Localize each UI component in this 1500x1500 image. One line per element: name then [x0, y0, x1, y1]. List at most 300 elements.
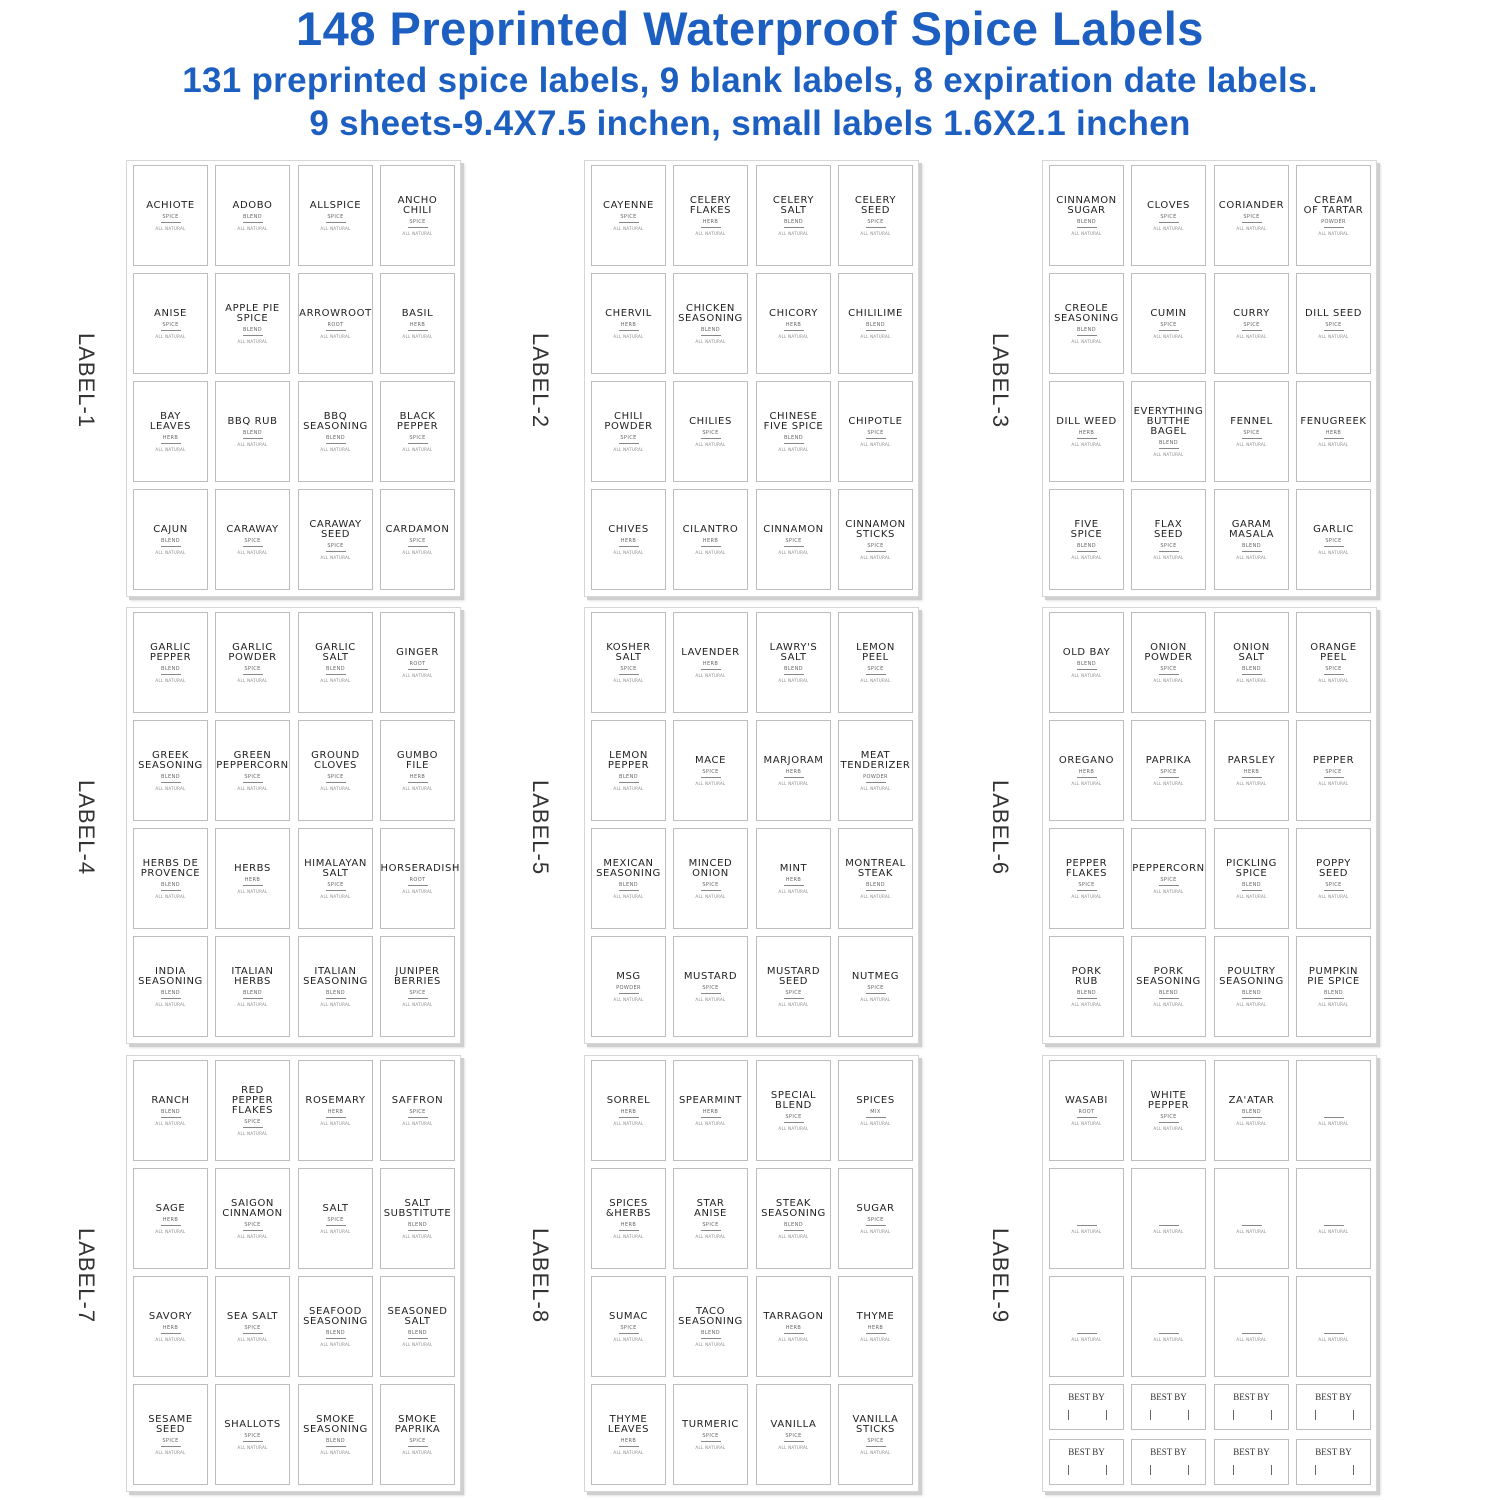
- divider-line: [408, 1230, 428, 1231]
- sheet-label: LABEL-1: [74, 333, 99, 429]
- spice-label: [1214, 165, 1289, 266]
- spice-type: SPICE: [1243, 213, 1260, 220]
- all-natural-text: ALL NATURAL: [1153, 888, 1184, 894]
- all-natural-text: ALL NATURAL: [402, 1001, 433, 1007]
- all-natural-text: ALL NATURAL: [402, 672, 433, 678]
- spice-type: SPICE: [327, 881, 344, 888]
- spice-label: [298, 381, 373, 482]
- divider-line: [326, 674, 346, 675]
- spice-label: [673, 165, 748, 266]
- spice-name: OREGANO: [1058, 754, 1115, 766]
- spice-label: [673, 273, 748, 374]
- sheet-label: LABEL-2: [528, 333, 553, 429]
- spice-name: MUSTARD SEED: [766, 965, 821, 987]
- all-natural-text: ALL NATURAL: [860, 996, 891, 1002]
- spice-name: SAGE: [155, 1202, 186, 1214]
- divider-line: [784, 998, 804, 999]
- spice-label: [215, 381, 290, 482]
- all-natural-text: ALL NATURAL: [613, 549, 644, 555]
- spice-type: HERB: [785, 768, 802, 775]
- divider-line: [1324, 330, 1344, 331]
- all-natural-text: ALL NATURAL: [695, 780, 726, 786]
- divider-line: [701, 669, 721, 670]
- best-by-label: [1214, 1439, 1289, 1485]
- spice-type: POWDER: [1321, 218, 1346, 225]
- spice-type: SPICE: [1160, 665, 1177, 672]
- spice-type: HERB: [1243, 768, 1260, 775]
- best-by-text: BEST BY: [1233, 1447, 1270, 1457]
- all-natural-text: ALL NATURAL: [695, 1120, 726, 1126]
- spice-label: [838, 273, 913, 374]
- spice-type: BLEND: [1242, 989, 1261, 996]
- all-natural-text: ALL NATURAL: [778, 888, 809, 894]
- all-natural-text: ALL NATURAL: [1236, 333, 1267, 339]
- spice-name: SEA SALT: [226, 1310, 279, 1322]
- label-sheet: [126, 160, 461, 597]
- spice-label: [298, 828, 373, 929]
- spice-label: [1049, 720, 1124, 821]
- all-natural-text: ALL NATURAL: [1236, 1001, 1267, 1007]
- spice-label: [1214, 489, 1289, 590]
- spice-type: SPICE: [785, 537, 802, 544]
- spice-type: SPICE: [244, 1432, 261, 1439]
- spice-name: LAWRY'S SALT: [769, 641, 818, 663]
- date-write-slot: [1315, 1410, 1354, 1420]
- all-natural-text: ALL NATURAL: [237, 441, 268, 447]
- spice-type: SPICE: [867, 984, 884, 991]
- spice-name: MINT: [779, 862, 808, 874]
- spice-type: BLEND: [243, 213, 262, 220]
- spice-name: SPEARMINT: [678, 1094, 743, 1106]
- spice-type: SPICE: [1243, 429, 1260, 436]
- spice-label: [1214, 1168, 1289, 1269]
- divider-line: [408, 669, 428, 670]
- spice-name: TACO SEASONING: [678, 1305, 743, 1327]
- spice-label: [380, 381, 455, 482]
- divider-line: [1077, 335, 1097, 336]
- spice-type: SPICE: [1160, 542, 1177, 549]
- spice-name: FIVE SPICE: [1070, 518, 1103, 540]
- spice-name: GARLIC: [1313, 523, 1354, 535]
- label-sheet: [1042, 160, 1377, 597]
- spice-name: GARAM MASALA: [1228, 518, 1275, 540]
- spice-label: [1049, 273, 1124, 374]
- all-natural-text: ALL NATURAL: [155, 225, 186, 231]
- divider-line: [1159, 1122, 1179, 1123]
- spice-type: BLEND: [161, 665, 180, 672]
- divider-line: [1242, 222, 1262, 223]
- divider-line: [1324, 674, 1344, 675]
- all-natural-text: ALL NATURAL: [1236, 893, 1267, 899]
- spice-label: [756, 165, 831, 266]
- spice-name: TARRAGON: [763, 1310, 824, 1322]
- spice-type: HERB: [620, 537, 637, 544]
- divider-line: [326, 890, 346, 891]
- all-natural-text: ALL NATURAL: [695, 549, 726, 555]
- best-by-text: BEST BY: [1315, 1447, 1352, 1457]
- spice-label: [298, 936, 373, 1037]
- spice-type: SPICE: [620, 434, 637, 441]
- spice-type: SPICE: [1325, 768, 1342, 775]
- page-title: 148 Preprinted Waterproof Spice Labels: [296, 2, 1204, 55]
- spice-type: BLEND: [866, 321, 885, 328]
- spice-name: ITALIAN SEASONING: [303, 965, 368, 987]
- spice-name: VANILLA: [770, 1418, 817, 1430]
- all-natural-text: ALL NATURAL: [155, 893, 186, 899]
- divider-line: [1159, 885, 1179, 886]
- divider-line: [1159, 674, 1179, 675]
- spice-type: BLEND: [701, 326, 720, 333]
- divider-line: [1242, 777, 1262, 778]
- spice-label: [380, 936, 455, 1037]
- spice-name: CARAWAY SEED: [309, 518, 362, 540]
- all-natural-text: ALL NATURAL: [1153, 1336, 1184, 1342]
- divider-line: [1159, 1333, 1179, 1334]
- spice-label: [380, 165, 455, 266]
- all-natural-text: ALL NATURAL: [860, 230, 891, 236]
- spice-name: CUMIN: [1150, 307, 1187, 319]
- spice-label: [1296, 165, 1371, 266]
- spice-label: [1296, 381, 1371, 482]
- divider-line: [243, 674, 263, 675]
- all-natural-text: ALL NATURAL: [320, 1449, 351, 1455]
- best-by-label: [1049, 1384, 1124, 1430]
- divider-line: [1077, 777, 1097, 778]
- divider-line: [161, 998, 181, 999]
- all-natural-text: ALL NATURAL: [1318, 1228, 1349, 1234]
- spice-type: HERB: [867, 1324, 884, 1331]
- divider-line: [408, 1338, 428, 1339]
- spice-label: [133, 381, 208, 482]
- spice-name: PORK RUB: [1071, 965, 1102, 987]
- all-natural-text: ALL NATURAL: [695, 230, 726, 236]
- spice-label: [1214, 612, 1289, 713]
- all-natural-text: ALL NATURAL: [402, 888, 433, 894]
- all-natural-text: ALL NATURAL: [320, 1228, 351, 1234]
- divider-line: [1324, 998, 1344, 999]
- spice-label: [133, 612, 208, 713]
- divider-line: [784, 1333, 804, 1334]
- divider-line: [784, 1230, 804, 1231]
- spice-label: [380, 1384, 455, 1485]
- spice-label: [673, 612, 748, 713]
- divider-line: [1324, 890, 1344, 891]
- spice-name: STEAK SEASONING: [761, 1197, 826, 1219]
- spice-type: BLEND: [784, 665, 803, 672]
- spice-label: [838, 1384, 913, 1485]
- divider-line: [1242, 1225, 1262, 1226]
- divider-line: [161, 890, 181, 891]
- all-natural-text: ALL NATURAL: [1153, 225, 1184, 231]
- spice-type: BLEND: [619, 773, 638, 780]
- spice-type: BLEND: [1077, 542, 1096, 549]
- all-natural-text: ALL NATURAL: [402, 1120, 433, 1126]
- divider-line: [619, 443, 639, 444]
- all-natural-text: ALL NATURAL: [237, 677, 268, 683]
- spice-type: BLEND: [408, 1221, 427, 1228]
- all-natural-text: ALL NATURAL: [778, 1001, 809, 1007]
- spice-type: BLEND: [1077, 989, 1096, 996]
- all-natural-text: ALL NATURAL: [860, 333, 891, 339]
- divider-line: [1077, 1333, 1097, 1334]
- spice-name: MEXICAN SEASONING: [596, 857, 661, 879]
- spice-name: SEASONED SALT: [387, 1305, 448, 1327]
- spice-type: BLEND: [326, 665, 345, 672]
- all-natural-text: ALL NATURAL: [1236, 1120, 1267, 1126]
- divider-line: [326, 222, 346, 223]
- spice-label: [591, 828, 666, 929]
- spice-label: [133, 936, 208, 1037]
- all-natural-text: ALL NATURAL: [320, 446, 351, 452]
- spice-type: BLEND: [866, 881, 885, 888]
- spice-type: HERB: [162, 1324, 179, 1331]
- divider-line: [866, 782, 886, 783]
- spice-name: SHALLOTS: [224, 1418, 281, 1430]
- spice-label: [133, 1168, 208, 1269]
- spice-name: ALLSPICE: [309, 199, 362, 211]
- divider-line: [161, 1446, 181, 1447]
- divider-line: [701, 227, 721, 228]
- divider-line: [1324, 1333, 1344, 1334]
- spice-name: CHILILIME: [848, 307, 903, 319]
- all-natural-text: ALL NATURAL: [1236, 225, 1267, 231]
- spice-name: RED PEPPER FLAKES: [231, 1084, 274, 1116]
- spice-name: SUMAC: [609, 1310, 648, 1322]
- all-natural-text: ALL NATURAL: [1318, 549, 1349, 555]
- spice-name: ITALIAN HERBS: [231, 965, 274, 987]
- spice-label: [1214, 936, 1289, 1037]
- divider-line: [1324, 227, 1344, 228]
- spice-label: [1214, 381, 1289, 482]
- all-natural-text: ALL NATURAL: [1153, 677, 1184, 683]
- best-by-label: [1296, 1439, 1371, 1485]
- divider-line: [326, 551, 346, 552]
- divider-line: [1242, 330, 1262, 331]
- spice-name: CHINESE FIVE SPICE: [763, 410, 824, 432]
- divider-line: [701, 438, 721, 439]
- divider-line: [1077, 669, 1097, 670]
- all-natural-text: ALL NATURAL: [237, 338, 268, 344]
- divider-line: [784, 777, 804, 778]
- best-by-label: [1296, 1384, 1371, 1430]
- spice-label: [1131, 1276, 1206, 1377]
- spice-type: SPICE: [785, 1432, 802, 1439]
- spice-label: [380, 828, 461, 929]
- divider-line: [408, 998, 428, 999]
- spice-name: KOSHER SALT: [606, 641, 651, 663]
- spice-type: BLEND: [619, 881, 638, 888]
- spice-label: [838, 828, 913, 929]
- spice-name: HIMALAYAN SALT: [304, 857, 367, 879]
- all-natural-text: ALL NATURAL: [860, 1120, 891, 1126]
- sheet-label: LABEL-7: [74, 1228, 99, 1324]
- all-natural-text: ALL NATURAL: [778, 1336, 809, 1342]
- all-natural-text: ALL NATURAL: [613, 446, 644, 452]
- spice-type: BLEND: [1077, 218, 1096, 225]
- spice-type: HERB: [620, 1108, 637, 1115]
- divider-line: [326, 782, 346, 783]
- divider-line: [1242, 674, 1262, 675]
- all-natural-text: ALL NATURAL: [237, 1130, 268, 1136]
- date-write-slot: [1233, 1410, 1272, 1420]
- spice-type: SPICE: [620, 665, 637, 672]
- spice-type: SPICE: [702, 984, 719, 991]
- spice-label: [838, 1276, 913, 1377]
- spice-label: [215, 936, 290, 1037]
- spice-label: [1296, 1060, 1371, 1161]
- spice-name: PEPPER FLAKES: [1065, 857, 1108, 879]
- spice-type: BLEND: [243, 326, 262, 333]
- spice-type: ROOT: [409, 660, 426, 667]
- spice-name: SPICES: [856, 1094, 895, 1106]
- divider-line: [326, 443, 346, 444]
- spice-label: [215, 1168, 290, 1269]
- spice-label: [1214, 1060, 1289, 1161]
- spice-name: MONTREAL STEAK: [845, 857, 906, 879]
- divider-line: [161, 546, 181, 547]
- all-natural-text: ALL NATURAL: [613, 893, 644, 899]
- spice-type: SPICE: [409, 1437, 426, 1444]
- spice-name: STAR ANISE: [694, 1197, 727, 1219]
- spice-name: ADOBO: [232, 199, 273, 211]
- spice-name: CHILIES: [689, 415, 732, 427]
- all-natural-text: ALL NATURAL: [320, 677, 351, 683]
- divider-line: [784, 330, 804, 331]
- spice-type: HERB: [620, 1437, 637, 1444]
- spice-label: [1296, 612, 1371, 713]
- divider-line: [161, 330, 181, 331]
- spice-name: GARLIC POWDER: [228, 641, 277, 663]
- spice-type: POWDER: [863, 773, 888, 780]
- all-natural-text: ALL NATURAL: [1318, 1336, 1349, 1342]
- spice-type: BLEND: [326, 1329, 345, 1336]
- spice-name: MINCED ONION: [688, 857, 733, 879]
- divider-line: [1242, 1117, 1262, 1118]
- divider-line: [784, 1122, 804, 1123]
- all-natural-text: ALL NATURAL: [320, 785, 351, 791]
- spice-name: SAFFRON: [391, 1094, 444, 1106]
- spice-name: POPPY SEED: [1316, 857, 1351, 879]
- all-natural-text: ALL NATURAL: [860, 893, 891, 899]
- spice-name: MARJORAM: [763, 754, 824, 766]
- spice-name: JUNIPER BERRIES: [394, 965, 441, 987]
- all-natural-text: ALL NATURAL: [695, 672, 726, 678]
- all-natural-text: ALL NATURAL: [402, 333, 433, 339]
- all-natural-text: ALL NATURAL: [778, 1233, 809, 1239]
- all-natural-text: ALL NATURAL: [860, 1449, 891, 1455]
- divider-line: [1242, 438, 1262, 439]
- spice-label: [298, 489, 373, 590]
- spice-name: SAVORY: [148, 1310, 193, 1322]
- all-natural-text: ALL NATURAL: [402, 1233, 433, 1239]
- spice-label: [380, 720, 455, 821]
- spice-name: GUMBO FILE: [396, 749, 439, 771]
- spice-label: [838, 165, 913, 266]
- spice-label: [756, 828, 831, 929]
- spice-name: CORIANDER: [1218, 199, 1285, 211]
- spice-type: BLEND: [161, 989, 180, 996]
- all-natural-text: ALL NATURAL: [1318, 1120, 1349, 1126]
- divider-line: [161, 222, 181, 223]
- spice-type: POWDER: [616, 984, 641, 991]
- spice-name: ACHIOTE: [146, 199, 195, 211]
- spice-type: BLEND: [1324, 989, 1343, 996]
- all-natural-text: ALL NATURAL: [1318, 893, 1349, 899]
- spice-label: [298, 1168, 373, 1269]
- spice-type: SPICE: [867, 542, 884, 549]
- all-natural-text: ALL NATURAL: [155, 1001, 186, 1007]
- spice-name: MACE: [695, 754, 726, 766]
- spice-label: [756, 1384, 831, 1485]
- divider-line: [243, 546, 263, 547]
- spice-label: [838, 381, 913, 482]
- spice-type: HERB: [785, 321, 802, 328]
- spice-label: [1049, 1168, 1124, 1269]
- spice-type: SPICE: [1243, 321, 1260, 328]
- all-natural-text: ALL NATURAL: [695, 441, 726, 447]
- divider-line: [619, 1333, 639, 1334]
- spice-label: [380, 612, 455, 713]
- sheet-label: LABEL-8: [528, 1228, 553, 1324]
- spice-name: SESAME SEED: [148, 1413, 193, 1435]
- spice-name: CHERVIL: [605, 307, 652, 319]
- sheet-label: LABEL-9: [988, 1228, 1013, 1324]
- divider-line: [326, 998, 346, 999]
- all-natural-text: ALL NATURAL: [155, 333, 186, 339]
- spice-type: SPICE: [244, 773, 261, 780]
- spice-label: [673, 1060, 748, 1161]
- spice-type: SPICE: [1325, 881, 1342, 888]
- spice-name: CINNAMON STICKS: [845, 518, 906, 540]
- spice-name: SEAFOOD SEASONING: [303, 1305, 368, 1327]
- spice-name: BBQ SEASONING: [303, 410, 368, 432]
- all-natural-text: ALL NATURAL: [402, 230, 433, 236]
- spice-name: ANISE: [154, 307, 187, 319]
- spice-label: [1296, 828, 1371, 929]
- spice-type: BLEND: [784, 218, 803, 225]
- spice-label: [1214, 273, 1289, 374]
- divider-line: [243, 998, 263, 999]
- spice-name: DILL SEED: [1304, 307, 1363, 319]
- spice-label: [591, 1168, 666, 1269]
- spice-type: BLEND: [326, 434, 345, 441]
- spice-type: HERB: [785, 1324, 802, 1331]
- spice-type: SPICE: [1325, 321, 1342, 328]
- spice-label: [298, 1384, 373, 1485]
- all-natural-text: ALL NATURAL: [320, 1120, 351, 1126]
- divider-line: [619, 222, 639, 223]
- divider-line: [619, 1117, 639, 1118]
- spice-type: HERB: [1325, 429, 1342, 436]
- divider-line: [866, 1333, 886, 1334]
- date-write-slot: [1150, 1465, 1189, 1475]
- all-natural-text: ALL NATURAL: [1153, 554, 1184, 560]
- divider-line: [1324, 777, 1344, 778]
- all-natural-text: ALL NATURAL: [320, 554, 351, 560]
- spice-label: [298, 720, 373, 821]
- all-natural-text: ALL NATURAL: [1071, 230, 1102, 236]
- spice-type: BLEND: [1242, 665, 1261, 672]
- all-natural-text: ALL NATURAL: [402, 1341, 433, 1347]
- all-natural-text: ALL NATURAL: [320, 333, 351, 339]
- all-natural-text: ALL NATURAL: [778, 1125, 809, 1131]
- spice-type: ROOT: [327, 321, 344, 328]
- spice-type: SPICE: [1325, 537, 1342, 544]
- spice-name: PARSLEY: [1227, 754, 1276, 766]
- spice-name: PEPPERCORN: [1132, 862, 1205, 874]
- spice-name: SAIGON CINNAMON: [222, 1197, 283, 1219]
- spice-type: HERB: [244, 876, 261, 883]
